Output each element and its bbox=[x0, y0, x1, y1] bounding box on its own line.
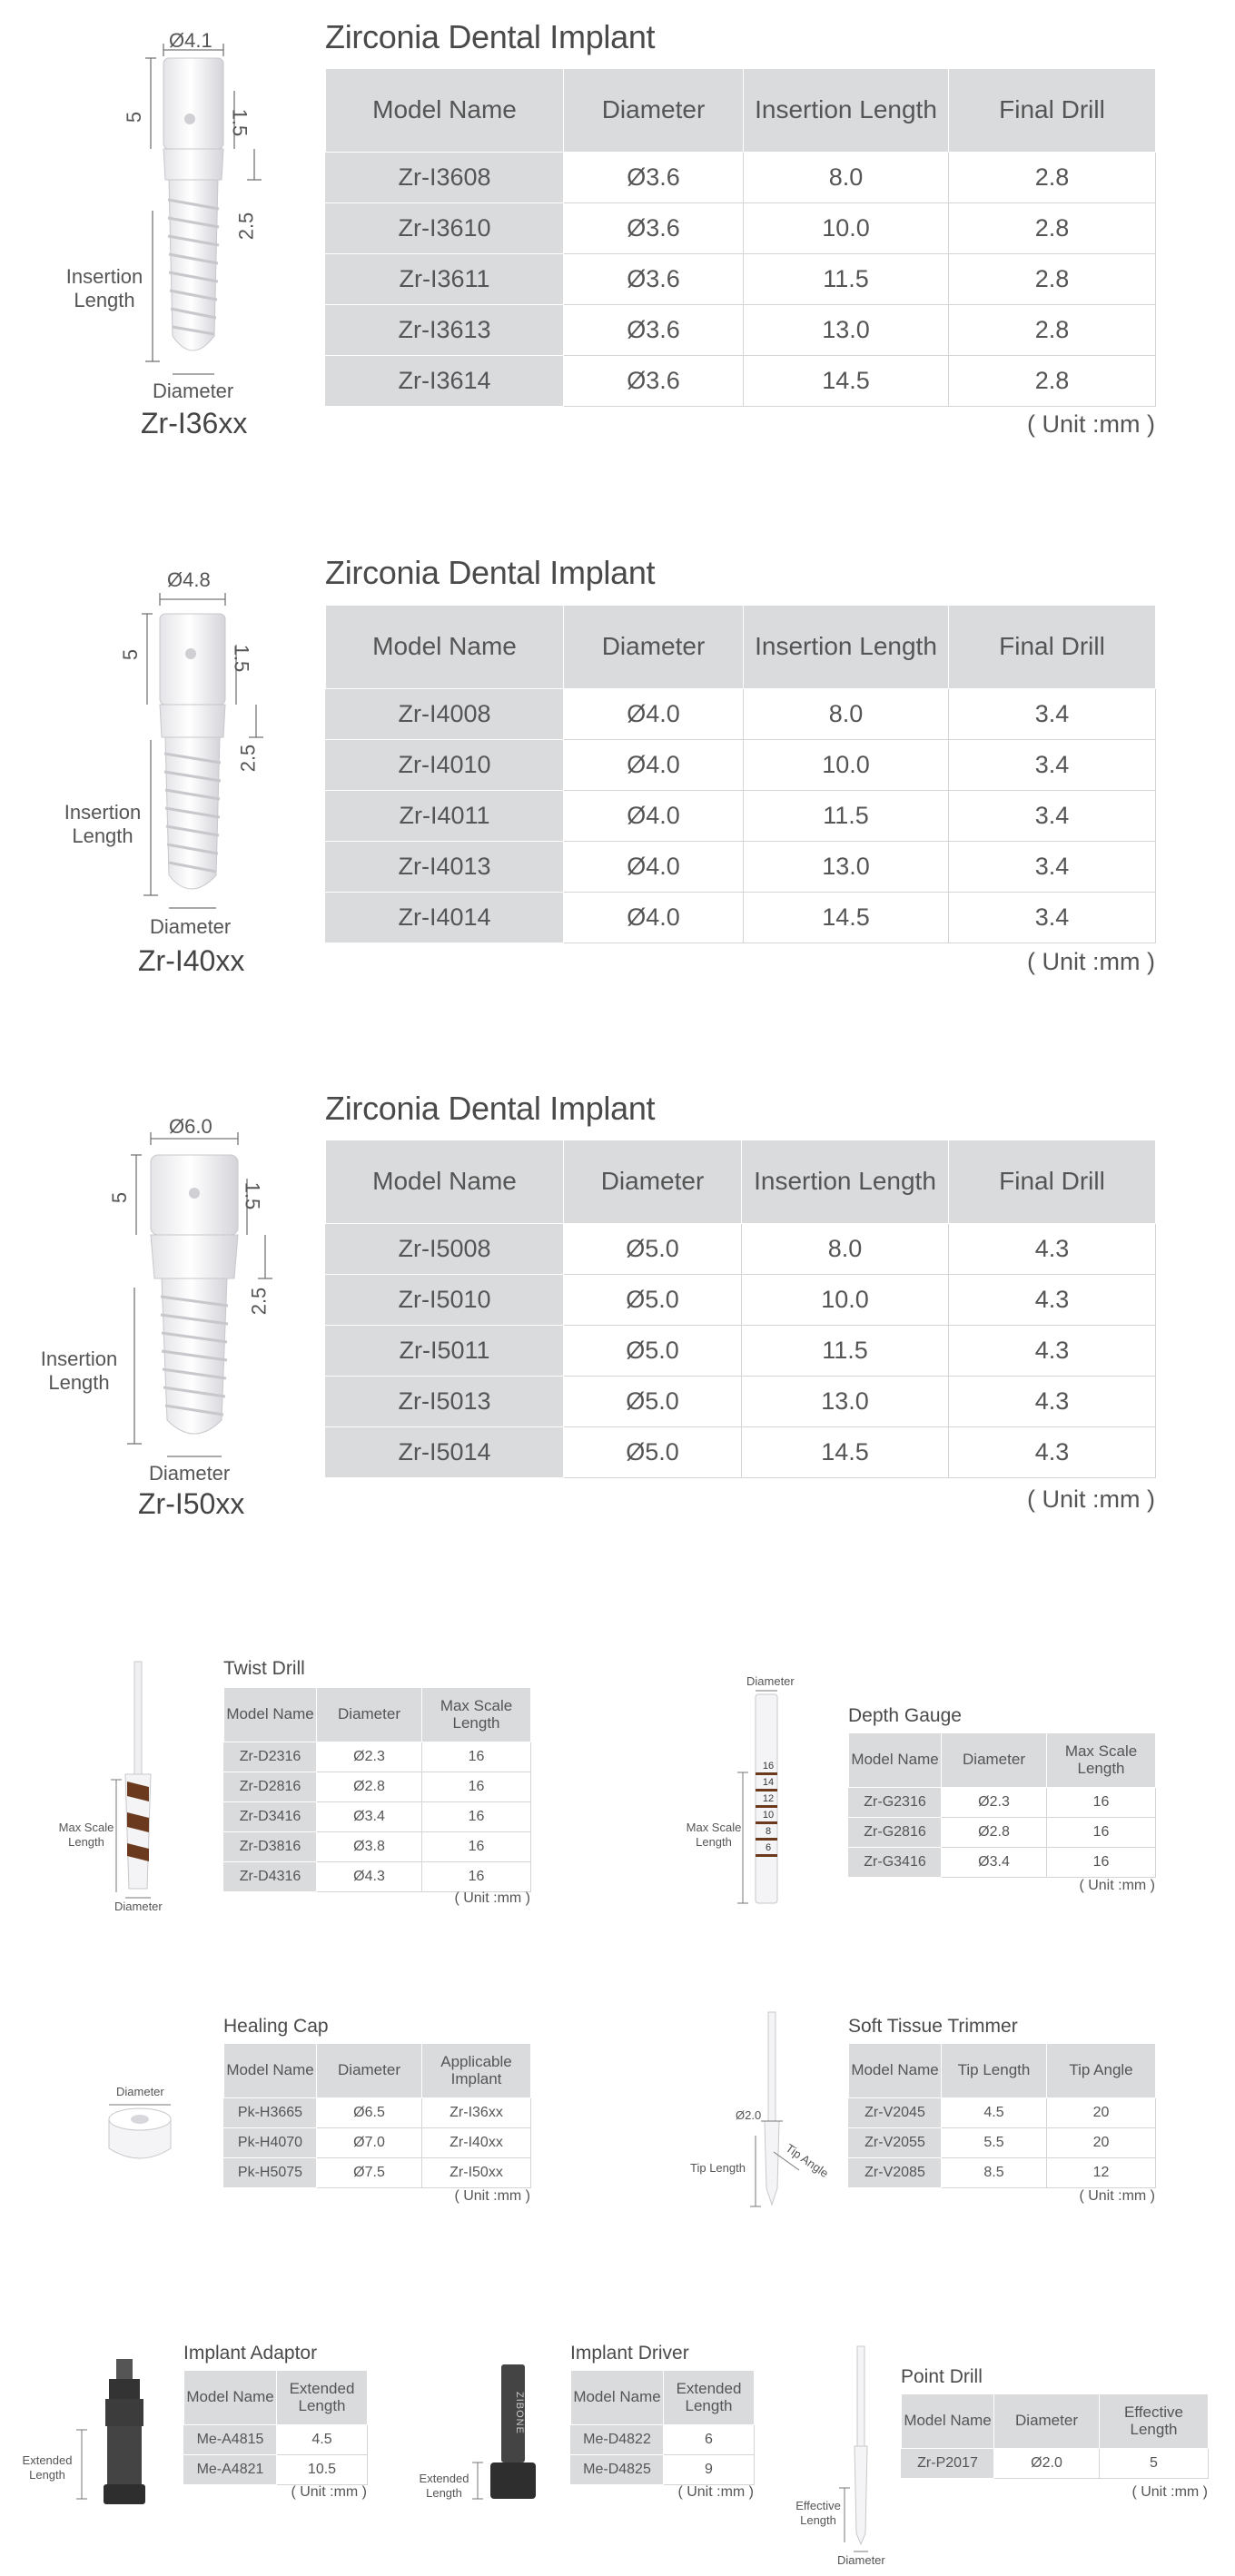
col-model-name: Model Name bbox=[326, 69, 564, 153]
cell-drill: 4.3 bbox=[949, 1377, 1156, 1427]
cell-drill: 3.4 bbox=[949, 893, 1156, 943]
cell-model: Zr-G3416 bbox=[849, 1848, 942, 1878]
cell-length: 8.0 bbox=[744, 153, 949, 203]
dim-diameter: Diameter bbox=[837, 2553, 885, 2567]
dim-diameter: Diameter bbox=[114, 1900, 163, 1913]
cell-model: Zr-I4014 bbox=[326, 893, 564, 943]
section-title: Depth Gauge bbox=[848, 1705, 962, 1726]
cell-applicable: Zr-I36xx bbox=[422, 2098, 531, 2128]
cell-model: Zr-I5010 bbox=[326, 1275, 564, 1326]
scale-mark: 6 bbox=[765, 1842, 772, 1853]
table-row bbox=[849, 2128, 1156, 2158]
cell-length: 13.0 bbox=[744, 305, 949, 356]
unit-label: ( Unit :mm ) bbox=[1079, 1878, 1155, 1893]
dim-diameter: Diameter bbox=[746, 1674, 795, 1688]
cell-diameter: Ø6.5 bbox=[317, 2098, 422, 2128]
table-header-row bbox=[902, 2394, 1209, 2449]
cell-applicable: Zr-I40xx bbox=[422, 2128, 531, 2158]
col-extended-length: Extended Length bbox=[277, 2371, 368, 2425]
table-header-row bbox=[326, 69, 1156, 153]
col-effective-length: Effective Length bbox=[1100, 2394, 1209, 2449]
healing-cap-table bbox=[223, 2043, 531, 2188]
table-row bbox=[571, 2425, 755, 2455]
dim-top-diameter: Ø4.1 bbox=[169, 29, 212, 52]
scale-mark: 8 bbox=[765, 1826, 772, 1837]
cell-length: 13.0 bbox=[742, 1377, 949, 1427]
cell-diameter: Ø5.0 bbox=[564, 1326, 742, 1377]
table-row bbox=[849, 2098, 1156, 2128]
table-row bbox=[224, 1802, 531, 1832]
col-final-drill: Final Drill bbox=[949, 1140, 1156, 1224]
soft-tissue-trimmer-table bbox=[848, 2043, 1156, 2188]
table-row bbox=[326, 254, 1156, 305]
cell-drill: 4.3 bbox=[949, 1224, 1156, 1275]
cell-length: 16 bbox=[1047, 1848, 1156, 1878]
cell-length: 16 bbox=[422, 1802, 531, 1832]
implant-adaptor-table bbox=[183, 2370, 368, 2485]
cell-model: Zr-G2816 bbox=[849, 1818, 942, 1848]
section-title: Point Drill bbox=[901, 2366, 983, 2387]
table-header-row bbox=[849, 1733, 1156, 1788]
cell-diameter: Ø3.8 bbox=[317, 1832, 422, 1862]
cell-drill: 2.8 bbox=[949, 254, 1156, 305]
dim-tip-angle: Tip Angle bbox=[783, 2140, 832, 2181]
twist-drill-table bbox=[223, 1687, 531, 1892]
section-title: Zirconia Dental Implant bbox=[325, 18, 656, 55]
cell-extended-length: 6 bbox=[664, 2425, 755, 2455]
section-title: Zirconia Dental Implant bbox=[325, 554, 656, 591]
cell-diameter: Ø5.0 bbox=[564, 1427, 742, 1478]
cell-model: Zr-I4011 bbox=[326, 791, 564, 842]
table-row bbox=[326, 842, 1156, 893]
cell-extended-length: 4.5 bbox=[277, 2425, 368, 2455]
dim-effective-length: Effective Length bbox=[795, 2499, 841, 2527]
cell-drill: 3.4 bbox=[949, 689, 1156, 740]
cell-model: Zr-I5013 bbox=[326, 1377, 564, 1427]
implant-caption: Zr-I40xx bbox=[138, 944, 245, 977]
cell-diameter: Ø5.0 bbox=[564, 1224, 742, 1275]
cell-tip-angle: 12 bbox=[1047, 2158, 1156, 2188]
depth-gauge-table bbox=[848, 1732, 1156, 1878]
cell-length: 11.5 bbox=[744, 254, 949, 305]
dim-top-diameter: Ø6.0 bbox=[169, 1115, 212, 1138]
cell-length: 16 bbox=[1047, 1818, 1156, 1848]
cell-length: 10.0 bbox=[744, 203, 949, 254]
cell-drill: 2.8 bbox=[949, 305, 1156, 356]
cell-drill: 3.4 bbox=[949, 740, 1156, 791]
cell-model: Zr-D2316 bbox=[224, 1742, 317, 1772]
cell-drill: 4.3 bbox=[949, 1275, 1156, 1326]
unit-label: ( Unit :mm ) bbox=[1027, 948, 1155, 975]
cell-model: Zr-V2045 bbox=[849, 2098, 942, 2128]
cell-applicable: Zr-I50xx bbox=[422, 2158, 531, 2188]
unit-label: ( Unit :mm ) bbox=[454, 2188, 530, 2204]
col-model-name: Model Name bbox=[571, 2371, 664, 2425]
unit-label: ( Unit :mm ) bbox=[291, 2484, 367, 2500]
cell-model: Zr-I3613 bbox=[326, 305, 564, 356]
unit-label: ( Unit :mm ) bbox=[454, 1890, 530, 1906]
table-header-row bbox=[224, 1688, 531, 1742]
cell-model: Zr-I3608 bbox=[326, 153, 564, 203]
depth-scale bbox=[759, 1758, 777, 1856]
cell-model: Zr-P2017 bbox=[902, 2449, 994, 2479]
table-row bbox=[326, 1427, 1156, 1478]
cell-drill: 2.8 bbox=[949, 153, 1156, 203]
cell-model: Pk-H4070 bbox=[224, 2128, 317, 2158]
col-diameter: Diameter bbox=[317, 1688, 422, 1742]
dim-diameter: Diameter bbox=[150, 915, 232, 938]
cell-diameter: Ø3.6 bbox=[564, 356, 744, 407]
dim-5: 5 bbox=[119, 648, 143, 661]
col-diameter: Diameter bbox=[942, 1733, 1047, 1788]
table-row bbox=[326, 305, 1156, 356]
section-title: Healing Cap bbox=[223, 2016, 329, 2037]
col-insertion-length: Insertion Length bbox=[742, 1140, 949, 1224]
col-tip-angle: Tip Angle bbox=[1047, 2044, 1156, 2098]
implant-spec-table bbox=[325, 1140, 1156, 1478]
scale-mark: 16 bbox=[762, 1761, 775, 1772]
cell-extended-length: 9 bbox=[664, 2455, 755, 2485]
cell-diameter: Ø4.0 bbox=[564, 791, 744, 842]
cell-diameter: Ø3.4 bbox=[317, 1802, 422, 1832]
table-row bbox=[224, 1772, 531, 1802]
cell-length: 16 bbox=[422, 1832, 531, 1862]
col-model-name: Model Name bbox=[224, 2044, 317, 2098]
cell-diameter: Ø4.3 bbox=[317, 1862, 422, 1892]
cell-tip-length: 5.5 bbox=[942, 2128, 1047, 2158]
driver-brand-label: ZIBONE bbox=[514, 2392, 525, 2434]
cell-model: Me-A4821 bbox=[184, 2455, 277, 2485]
col-diameter: Diameter bbox=[994, 2394, 1100, 2449]
cell-model: Pk-H5075 bbox=[224, 2158, 317, 2188]
cell-tip-angle: 20 bbox=[1047, 2098, 1156, 2128]
dim-diameter: Diameter bbox=[116, 2085, 164, 2098]
unit-label: ( Unit :mm ) bbox=[1079, 2188, 1155, 2204]
table-row bbox=[224, 1742, 531, 1772]
cell-model: Zr-D3416 bbox=[224, 1802, 317, 1832]
cell-drill: 3.4 bbox=[949, 842, 1156, 893]
dim-extended-length: Extended Length bbox=[22, 2453, 73, 2482]
cell-extended-length: 10.5 bbox=[277, 2455, 368, 2485]
cell-model: Zr-I4013 bbox=[326, 842, 564, 893]
col-max-scale-length: Max Scale Length bbox=[1047, 1733, 1156, 1788]
table-row bbox=[849, 1818, 1156, 1848]
cell-diameter: Ø2.0 bbox=[994, 2449, 1100, 2479]
cell-drill: 2.8 bbox=[949, 356, 1156, 407]
cell-model: Zr-D4316 bbox=[224, 1862, 317, 1892]
dim-top-diameter: Ø4.8 bbox=[167, 568, 211, 591]
scale-mark: 14 bbox=[762, 1777, 775, 1788]
section-title: Twist Drill bbox=[223, 1658, 305, 1679]
dim-insertion-length: Insertion Length bbox=[65, 265, 143, 312]
cell-diameter: Ø5.0 bbox=[564, 1275, 742, 1326]
table-row bbox=[326, 153, 1156, 203]
col-insertion-length: Insertion Length bbox=[744, 606, 949, 689]
implant-illustration-2 bbox=[0, 536, 1, 537]
table-row bbox=[224, 1832, 531, 1862]
col-model-name: Model Name bbox=[326, 606, 564, 689]
cell-length: 14.5 bbox=[742, 1427, 949, 1478]
table-row bbox=[184, 2455, 368, 2485]
table-row bbox=[326, 356, 1156, 407]
col-diameter: Diameter bbox=[564, 69, 744, 153]
col-max-scale-length: Max Scale Length bbox=[422, 1688, 531, 1742]
dim-1-5: 1.5 bbox=[230, 644, 253, 673]
section-title: Soft Tissue Trimmer bbox=[848, 2016, 1018, 2037]
table-row bbox=[326, 203, 1156, 254]
cell-model: Zr-G2316 bbox=[849, 1788, 942, 1818]
unit-label: ( Unit :mm ) bbox=[1027, 1485, 1155, 1513]
cell-model: Zr-I4008 bbox=[326, 689, 564, 740]
table-row bbox=[849, 2158, 1156, 2188]
unit-label: ( Unit :mm ) bbox=[1131, 2484, 1208, 2500]
table-row bbox=[326, 689, 1156, 740]
table-row bbox=[849, 1848, 1156, 1878]
dim-tip-length: Tip Length bbox=[690, 2161, 746, 2175]
cell-model: Pk-H3665 bbox=[224, 2098, 317, 2128]
dim-5: 5 bbox=[108, 1191, 132, 1204]
cell-diameter: Ø4.0 bbox=[564, 689, 744, 740]
implant-illustration-3 bbox=[0, 1071, 1, 1072]
section-title: Implant Adaptor bbox=[183, 2343, 318, 2364]
cell-model: Zr-D2816 bbox=[224, 1772, 317, 1802]
dim-1-5: 1.5 bbox=[228, 108, 252, 137]
cell-diameter: Ø3.4 bbox=[942, 1848, 1047, 1878]
table-row bbox=[326, 893, 1156, 943]
dim-2-5: 2.5 bbox=[247, 1287, 271, 1316]
dim-extended-length: Extended Length bbox=[419, 2472, 469, 2500]
col-applicable-implant: Applicable Implant bbox=[422, 2044, 531, 2098]
cell-length: 8.0 bbox=[742, 1224, 949, 1275]
cell-model: Zr-I4010 bbox=[326, 740, 564, 791]
unit-label: ( Unit :mm ) bbox=[1027, 410, 1155, 438]
implant-caption: Zr-I50xx bbox=[138, 1487, 245, 1520]
cell-length: 16 bbox=[422, 1742, 531, 1772]
cell-model: Zr-V2055 bbox=[849, 2128, 942, 2158]
table-row bbox=[902, 2449, 1209, 2479]
dim-diameter: Diameter bbox=[153, 380, 234, 402]
cell-diameter: Ø2.8 bbox=[317, 1772, 422, 1802]
table-row bbox=[326, 740, 1156, 791]
cell-diameter: Ø4.0 bbox=[564, 842, 744, 893]
table-row bbox=[849, 1788, 1156, 1818]
dim-insertion-length: Insertion Length bbox=[40, 1347, 118, 1395]
cell-diameter: Ø2.8 bbox=[942, 1818, 1047, 1848]
cell-drill: 4.3 bbox=[949, 1427, 1156, 1478]
cell-diameter: Ø2.3 bbox=[942, 1788, 1047, 1818]
table-row bbox=[224, 2158, 531, 2188]
section-title: Zirconia Dental Implant bbox=[325, 1090, 656, 1127]
cell-length: 13.0 bbox=[744, 842, 949, 893]
point-drill-table bbox=[901, 2393, 1209, 2479]
implant-driver-table bbox=[570, 2370, 755, 2485]
col-model-name: Model Name bbox=[849, 2044, 942, 2098]
col-model-name: Model Name bbox=[224, 1688, 317, 1742]
cell-diameter: Ø4.0 bbox=[564, 893, 744, 943]
dim-max-scale-length: Max Scale Length bbox=[686, 1821, 742, 1849]
col-diameter: Diameter bbox=[564, 1140, 742, 1224]
table-row bbox=[224, 1862, 531, 1892]
col-insertion-length: Insertion Length bbox=[744, 69, 949, 153]
dim-max-scale-length: Max Scale Length bbox=[58, 1821, 114, 1849]
cell-effective-length: 5 bbox=[1100, 2449, 1209, 2479]
cell-tip-angle: 20 bbox=[1047, 2128, 1156, 2158]
col-model-name: Model Name bbox=[184, 2371, 277, 2425]
cell-diameter: Ø4.0 bbox=[564, 740, 744, 791]
cell-drill: 3.4 bbox=[949, 791, 1156, 842]
col-model-name: Model Name bbox=[326, 1140, 564, 1224]
cell-model: Zr-I5011 bbox=[326, 1326, 564, 1377]
cell-length: 16 bbox=[422, 1862, 531, 1892]
col-diameter: Diameter bbox=[317, 2044, 422, 2098]
col-final-drill: Final Drill bbox=[949, 69, 1156, 153]
scale-mark: 12 bbox=[762, 1793, 775, 1804]
cell-length: 16 bbox=[422, 1772, 531, 1802]
cell-diameter: Ø7.5 bbox=[317, 2158, 422, 2188]
cell-diameter: Ø3.6 bbox=[564, 305, 744, 356]
col-final-drill: Final Drill bbox=[949, 606, 1156, 689]
col-model-name: Model Name bbox=[849, 1733, 942, 1788]
dim-diameter: Ø2.0 bbox=[736, 2108, 762, 2122]
cell-diameter: Ø5.0 bbox=[564, 1377, 742, 1427]
cell-model: Me-D4822 bbox=[571, 2425, 664, 2455]
cell-diameter: Ø3.6 bbox=[564, 203, 744, 254]
table-row bbox=[326, 1326, 1156, 1377]
section-title: Implant Driver bbox=[570, 2343, 689, 2364]
cell-length: 8.0 bbox=[744, 689, 949, 740]
cell-diameter: Ø7.0 bbox=[317, 2128, 422, 2158]
dim-5: 5 bbox=[123, 111, 146, 123]
col-diameter: Diameter bbox=[564, 606, 744, 689]
cell-model: Zr-I5008 bbox=[326, 1224, 564, 1275]
unit-label: ( Unit :mm ) bbox=[677, 2484, 754, 2500]
cell-model: Me-A4815 bbox=[184, 2425, 277, 2455]
table-header-row bbox=[849, 2044, 1156, 2098]
cell-model: Zr-I3614 bbox=[326, 356, 564, 407]
cell-diameter: Ø3.6 bbox=[564, 254, 744, 305]
cell-diameter: Ø3.6 bbox=[564, 153, 744, 203]
cell-model: Zr-I3611 bbox=[326, 254, 564, 305]
cell-tip-length: 8.5 bbox=[942, 2158, 1047, 2188]
table-header-row bbox=[571, 2371, 755, 2425]
implant-spec-table bbox=[325, 605, 1156, 943]
cell-diameter: Ø2.3 bbox=[317, 1742, 422, 1772]
table-row bbox=[326, 791, 1156, 842]
dim-2-5: 2.5 bbox=[234, 212, 258, 241]
cell-length: 10.0 bbox=[744, 740, 949, 791]
cell-model: Me-D4825 bbox=[571, 2455, 664, 2485]
dim-1-5: 1.5 bbox=[241, 1181, 264, 1210]
cell-model: Zr-D3816 bbox=[224, 1832, 317, 1862]
dim-2-5: 2.5 bbox=[236, 744, 260, 773]
table-row bbox=[224, 2128, 531, 2158]
table-row bbox=[326, 1377, 1156, 1427]
col-model-name: Model Name bbox=[902, 2394, 994, 2449]
cell-length: 14.5 bbox=[744, 893, 949, 943]
implant-spec-table bbox=[325, 68, 1156, 407]
cell-model: Zr-I3610 bbox=[326, 203, 564, 254]
dim-diameter: Diameter bbox=[149, 1462, 231, 1485]
scale-mark: 10 bbox=[762, 1810, 775, 1821]
table-row bbox=[326, 1224, 1156, 1275]
cell-drill: 2.8 bbox=[949, 203, 1156, 254]
cell-drill: 4.3 bbox=[949, 1326, 1156, 1377]
cell-model: Zr-I5014 bbox=[326, 1427, 564, 1478]
col-tip-length: Tip Length bbox=[942, 2044, 1047, 2098]
table-header-row bbox=[326, 606, 1156, 689]
cell-length: 14.5 bbox=[744, 356, 949, 407]
table-header-row bbox=[224, 2044, 531, 2098]
col-extended-length: Extended Length bbox=[664, 2371, 755, 2425]
table-row bbox=[224, 2098, 531, 2128]
implant-caption: Zr-I36xx bbox=[141, 407, 248, 439]
cell-tip-length: 4.5 bbox=[942, 2098, 1047, 2128]
table-header-row bbox=[184, 2371, 368, 2425]
cell-length: 11.5 bbox=[744, 791, 949, 842]
table-header-row bbox=[326, 1140, 1156, 1224]
cell-length: 16 bbox=[1047, 1788, 1156, 1818]
cell-length: 10.0 bbox=[742, 1275, 949, 1326]
cell-length: 11.5 bbox=[742, 1326, 949, 1377]
table-row bbox=[326, 1275, 1156, 1326]
cell-model: Zr-V2085 bbox=[849, 2158, 942, 2188]
table-row bbox=[571, 2455, 755, 2485]
point-drill-illustration bbox=[0, 0, 1, 1]
table-row bbox=[184, 2425, 368, 2455]
dim-insertion-length: Insertion Length bbox=[64, 801, 142, 848]
